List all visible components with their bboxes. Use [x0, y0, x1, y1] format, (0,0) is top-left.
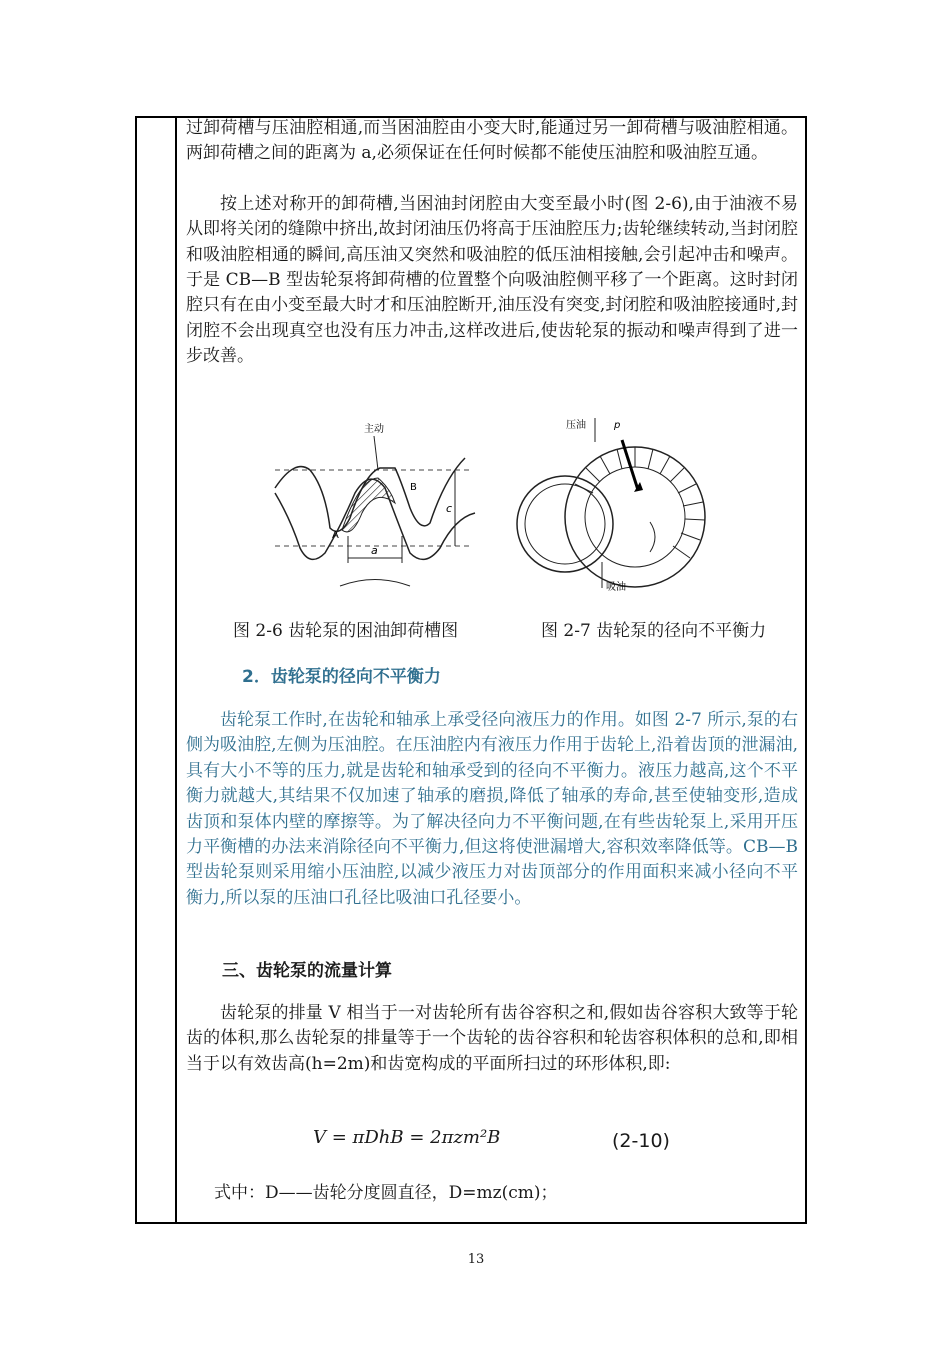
- paragraph-improved-groove: 按上述对称开的卸荷槽,当困油封闭腔由大变至最小时(图 2-6),由于油液不易从即将关闭的缝隙中挤出,故封闭油压仍将高于压油腔压力;齿轮继续转动,当封闭腔和吸油腔相通的瞬间,高压油又突然和吸油腔的低压油相接触,会引起冲击和噪声。于是 CB—B 型齿轮泵将卸荷槽的位置整个向吸油腔侧平移了一个距离。这时封闭腔只有在由小变至最大时才和压油腔断开,油压没有突变,封闭腔和吸油腔接通时,封闭腔不会出现真空也没有压力冲击,这样改进后,使齿轮泵的振动和噪声得到了进一步改善。: [186, 193, 798, 367]
- equation-number: (2-10): [612, 1130, 670, 1152]
- caption-figure-2-6: 图 2-6 齿轮泵的困油卸荷槽图: [233, 621, 459, 641]
- table-column-divider: [175, 118, 177, 1222]
- paragraph-displacement: 齿轮泵的排量 V 相当于一对齿轮所有齿谷容积之和,假如齿谷容积大致等于轮齿的体积,那么齿轮泵的排量等于一个齿轮的齿谷容积和轮齿容积体积的总和,即相当于以有效齿高(h=2m)和齿宽构成的平面所扫过的环形体积,即:: [186, 1003, 798, 1074]
- label-suction-oil: 吸油: [606, 582, 626, 593]
- section-flow: [186, 1001, 798, 1077]
- paragraph-radial-force: 齿轮泵工作时,在齿轮和轴承上承受径向液压力的作用。如图 2-7 所示,泵的右侧为吸油腔,左侧为压油腔。在压油腔内有液压力作用于齿轮上,沿着齿顶的泄漏油,具有大小不等的压力,就是齿轮和轴承受到的径向不平衡力。液压力越高,这个不平衡力就越大,其结果不仅加速了轴承的磨损,降低了轴承的寿命,甚至使轴变形,造成齿顶和泵体内壁的摩擦等。为了解决径向力不平衡问题,在有些齿轮泵上,采用开压力平衡槽的办法来消除径向不平衡力,但这将使泄漏增大,容积效率降低等。CB—B 型齿轮泵则采用缩小压油腔,以减少液压力对齿顶部分的作用面积来减小径向不平衡力,所以泵的压油口孔径比吸油口孔径要小。: [186, 710, 798, 908]
- label-b-point: B: [410, 482, 417, 493]
- paragraph-unloading-groove: 过卸荷槽与压油腔相通,而当困油腔由小变大时,能通过另一卸荷槽与吸油腔相通。两卸荷槽之间的距离为 a,必须保证在任何时候都不能使压油腔和吸油腔互通。: [186, 118, 798, 164]
- caption-figure-2-7: 图 2-7 齿轮泵的径向不平衡力: [541, 621, 767, 641]
- page-content: [186, 116, 798, 370]
- label-pressure-oil: 压油: [566, 420, 586, 431]
- page-number: 13: [467, 1252, 485, 1267]
- heading-radial-unbalanced-force: 2．齿轮泵的径向不平衡力: [242, 667, 441, 687]
- formula-displacement: V = πDhB = 2πzm²B: [313, 1127, 501, 1148]
- label-c-dim: c: [446, 502, 453, 515]
- figure-radial-unbalanced-force: [510, 412, 722, 598]
- radial-force-lines: [575, 447, 705, 558]
- heading-flow-calculation: 三、齿轮泵的流量计算: [222, 961, 392, 981]
- figure-trapped-oil-groove: [270, 418, 482, 594]
- label-driver: 主动: [364, 424, 384, 435]
- formula-variable-definition: 式中：D——齿轮分度圆直径，D=mz(cm)；: [214, 1183, 558, 1203]
- label-p: p: [614, 420, 621, 431]
- section-radial-force: [186, 708, 798, 911]
- label-a-point: A: [332, 530, 339, 541]
- label-a-dim: a: [371, 544, 378, 557]
